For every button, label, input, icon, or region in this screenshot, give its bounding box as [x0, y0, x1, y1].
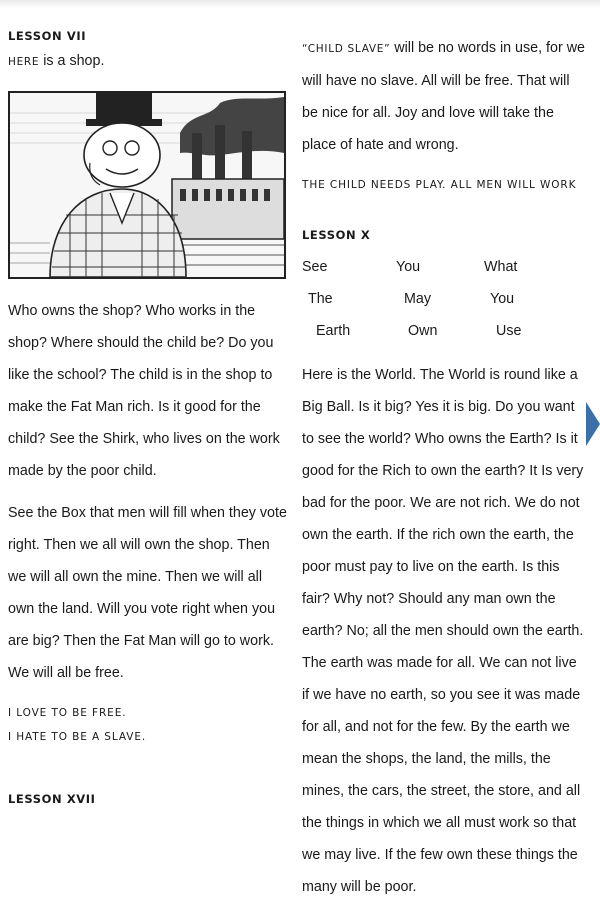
paragraph-world: Here is the World. The World is round like a Big Ball. Is it big? Yes it is big. Do you want to see the world? Who owns the Earth? Is it good for the Rich to own the earth? It Is very bad for the poor. We are not rich. We do not own the earth. If the rich own the earth, the poor must pay to live on the earth. Is this fair? Why not? Should any man own the earth? No; all the men should own the earth. The earth was made for all. We can not live if we have no earth, so you see it was made for all, and not for the few. By the earth we mean the shops, the land, the mills, the mines, the cars, the street, the store, and all the things in which we all must work so that we may live. If the few own these things the many will be poor. [302, 367, 584, 895]
left-column [8, 28, 290, 807]
lesson-heading-10: LESSON X [302, 228, 371, 242]
chevron-right-icon [586, 402, 600, 446]
child-slave-text: will be no words in use, for we will have no slave. All will be free. That will be nice for all. Joy and love will take the place of hate and wrong. [302, 40, 585, 153]
paragraph-child-slave [302, 32, 586, 161]
word-cell: Earth [316, 323, 351, 339]
paragraph-vote: See the Box that men will fill when they vote right. Then we all will own the shop. Then we will all own the mine. Then we will all own the land. Will you vote right when you are big? Then the Fat Man will go to work. We will all be free. [8, 505, 287, 681]
word-cell: Use [496, 323, 522, 339]
word-grid [302, 251, 586, 347]
line-hate-slave: I HATE TO BE A SLAVE. [8, 731, 147, 743]
word-cell: The [308, 291, 333, 307]
lesson-heading-17: LESSON XVII [8, 792, 96, 806]
word-cell: You [490, 291, 515, 307]
right-column [302, 32, 586, 903]
lesson-intro [8, 50, 290, 73]
line-child-needs-play: THE CHILD NEEDS PLAY. ALL MEN WILL WORK [302, 179, 577, 191]
fat-man-shop-illustration [8, 91, 286, 279]
word-cell: What [484, 259, 518, 275]
word-cell: See [302, 259, 328, 275]
line-love-free: I LOVE TO BE FREE. [8, 707, 127, 719]
next-page-arrow[interactable] [586, 402, 600, 446]
intro-small-caps: HERE [8, 56, 40, 68]
word-cell: Own [408, 323, 438, 339]
cartoon-image [10, 93, 284, 277]
arrow-shape [586, 402, 600, 446]
page-top-edge [0, 0, 600, 8]
lesson-heading-7: LESSON VII [8, 29, 87, 43]
paragraph-shop: Who owns the shop? Who works in the shop? Where should the child be? Do you like the school? The child is in the shop to make the Fat Man rich. Is it good for the child? See the Shirk, who lives on the work made by the poor child. [8, 303, 280, 479]
child-slave-small-caps: “CHILD SLAVE” [302, 43, 391, 55]
word-cell: May [404, 291, 432, 307]
word-cell: You [396, 259, 421, 275]
intro-text: is a shop. [39, 53, 105, 69]
